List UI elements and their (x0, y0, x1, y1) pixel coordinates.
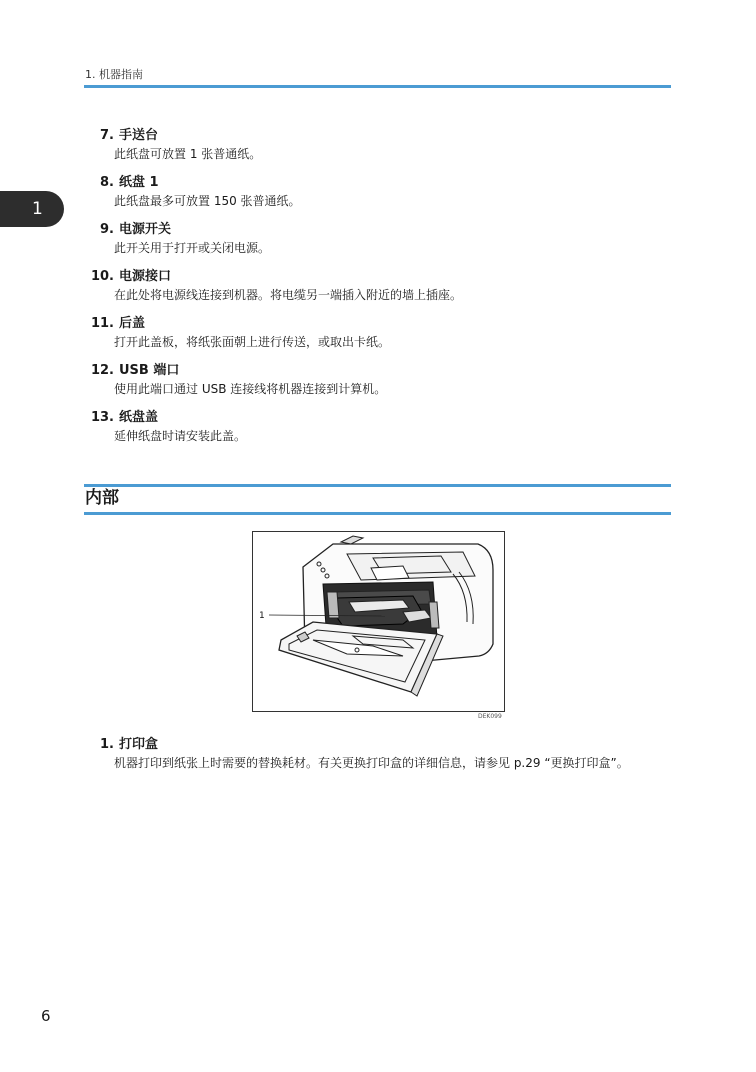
item-title-text: 手送台 (119, 128, 159, 143)
list-item (84, 735, 671, 773)
callout-label: 1 (259, 611, 265, 621)
list-item (84, 267, 671, 305)
item-title-text: 纸盘盖 (119, 410, 159, 425)
figure-code: DEK099 (478, 713, 502, 720)
chapter-tab: 1 (0, 191, 64, 227)
item-number: 1. (100, 737, 114, 752)
section-title: 内部 (85, 488, 119, 508)
page-number: 6 (41, 1007, 51, 1025)
item-number: 12. (90, 363, 114, 378)
item-title-text: 纸盘 1 (119, 175, 159, 190)
item-description: 此开关用于打开或关闭电源。 (114, 241, 271, 255)
item-number: 10. (90, 269, 114, 284)
item-title-text: 后盖 (119, 316, 146, 331)
list-item (84, 173, 671, 211)
item-number: 7. (100, 128, 114, 143)
printer-drawing (253, 532, 504, 711)
item-number: 9. (100, 222, 114, 237)
list-item (84, 361, 671, 399)
item-title (84, 220, 671, 239)
item-title (84, 267, 671, 286)
item-description: 在此处将电源线连接到机器。将电缆另一端插入附近的墙上插座。 (114, 288, 463, 302)
item-title (84, 361, 671, 380)
section-rule-top (84, 484, 671, 487)
item-number: 8. (100, 175, 114, 190)
item-description: 机器打印到纸张上时需要的替换耗材。有关更换打印盒的详细信息，请参见 p.29 “更换打印盒”。 (114, 756, 629, 770)
list-item (84, 126, 671, 164)
list-item (84, 220, 671, 258)
item-number: 11. (90, 316, 114, 331)
interior-item-list (84, 735, 671, 782)
item-title (84, 126, 671, 145)
item-number: 13. (90, 410, 114, 425)
chapter-title: 1. 机器指南 (85, 68, 143, 81)
item-title (84, 314, 671, 333)
item-title (84, 408, 671, 427)
item-title (84, 173, 671, 192)
section-rule-bottom (84, 512, 671, 515)
list-item (84, 314, 671, 352)
item-title-text: 打印盒 (119, 737, 159, 752)
item-description: 打开此盖板，将纸张面朝上进行传送，或取出卡纸。 (114, 335, 391, 349)
item-list (84, 126, 671, 455)
item-description: 此纸盘可放置 1 张普通纸。 (114, 147, 262, 161)
item-description: 此纸盘最多可放置 150 张普通纸。 (114, 194, 301, 208)
item-title (84, 735, 671, 754)
item-description: 使用此端口通过 USB 连接线将机器连接到计算机。 (114, 382, 387, 396)
printer-illustration (252, 531, 505, 712)
header-rule (84, 85, 671, 88)
list-item (84, 408, 671, 446)
item-title-text: USB 端口 (119, 363, 180, 378)
item-title-text: 电源开关 (119, 222, 172, 237)
item-title-text: 电源接口 (119, 269, 172, 284)
item-description: 延伸纸盘时请安装此盖。 (114, 429, 247, 443)
